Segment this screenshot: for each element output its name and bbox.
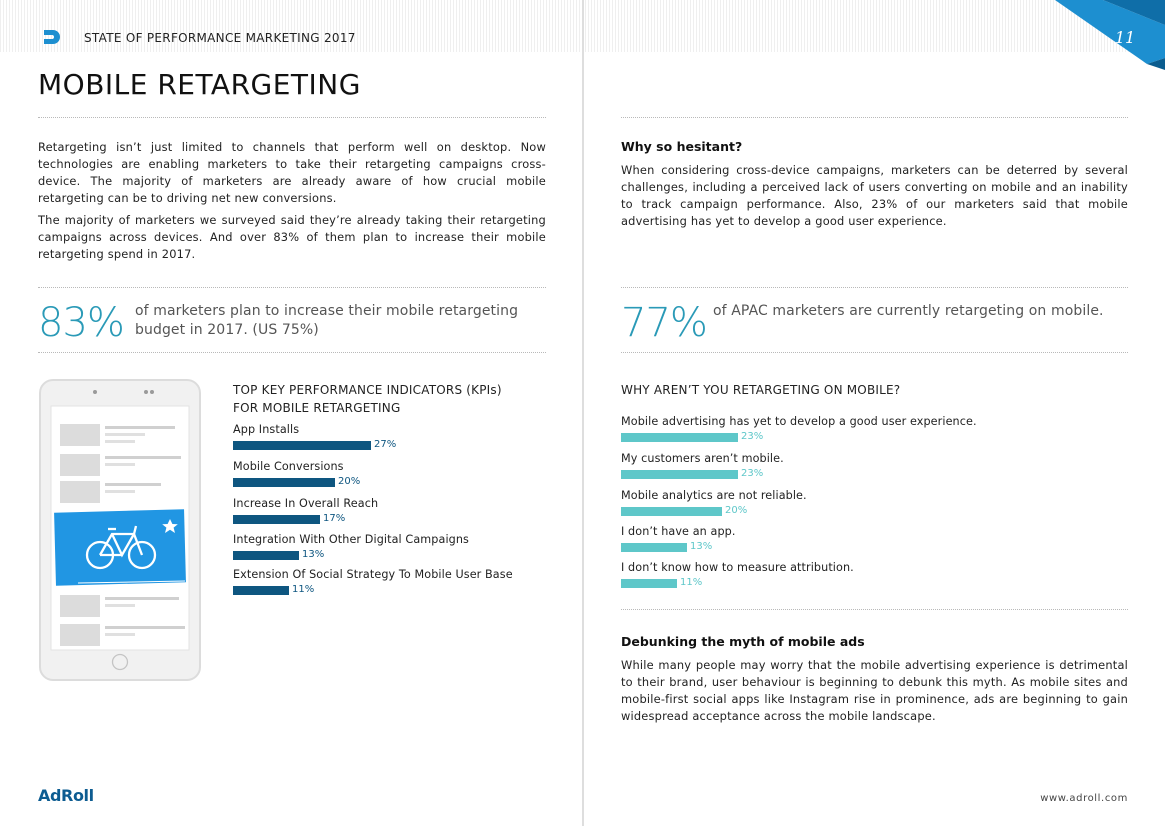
bar [621,507,722,516]
bar [621,433,738,442]
bar-category-label: I don’t know how to measure attribution. [621,561,854,574]
phone-illustration [38,376,202,682]
bar-category-label: I don’t have an app. [621,525,736,538]
divider [621,117,1128,118]
myth-paragraph: While many people may worry that the mobile advertising experience is detrimental to their brand, user behaviour is beginning to debunk this myth. As mobile sites and mobile-first social apps like Instagram rise in prominence, ads are beginning to gain widespread acceptance across the mobile landscape. [621,658,1128,723]
bar-value-label: 23% [741,468,764,479]
bar-category-label: My customers aren’t mobile. [621,452,784,465]
bar [621,579,677,588]
stat-83-text: of marketers plan to increase their mobile retargeting budget in 2017. (US 75%) [135,303,519,338]
bar [621,543,687,552]
bar-category-label: App Installs [233,423,300,436]
page-spine [582,0,584,826]
bar [621,470,738,479]
bar-value-label: 11% [680,577,703,588]
adroll-logo-roll: Roll [61,786,94,805]
header-title: STATE OF PERFORMANCE MARKETING 2017 [84,31,356,45]
divider [38,117,546,118]
kpi-chart-title-line-1: TOP KEY PERFORMANCE INDICATORS (KPIs) [233,383,502,397]
page-number: 11 [1114,28,1136,47]
page-title: MOBILE RETARGETING [38,68,361,101]
hesitant-heading: Why so hesitant? [621,139,743,154]
bar [233,551,299,560]
divider [621,287,1128,288]
why-chart-title: WHY AREN’T YOU RETARGETING ON MOBILE? [621,383,901,397]
bar [233,586,289,595]
bar-value-label: 13% [690,541,713,552]
bar-value-label: 27% [374,439,397,450]
stat-77-text: of APAC marketers are currently retargeting on mobile. [713,303,1104,319]
bar-category-label: Increase In Overall Reach [233,497,379,510]
stat-83-number: 83% [38,300,124,346]
divider [38,287,546,288]
bar-value-label: 20% [338,476,361,487]
footer-url: www.adroll.com [1040,793,1128,804]
bar [233,441,371,450]
divider [621,609,1128,610]
divider [38,352,546,353]
stat-77-number: 77% [621,300,707,346]
intro-paragraph-2: The majority of marketers we surveyed said they’re already taking their retargeting campaigns across devices. And over 83% of them plan to increase their mobile retargeting spend in 2017. [38,213,546,261]
bar-category-label: Mobile Conversions [233,460,344,473]
adroll-logo-ad: Ad [38,786,62,805]
bar-category-label: Mobile advertising has yet to develop a good user experience. [621,415,977,428]
hesitant-paragraph: When considering cross-device campaigns, marketers can be deterred by several challenges, including a perceived lack of users converting on mobile and an inability to track campaign performance. Also, 23% of our marketers said that mobile advertising has yet to develop a good user experience. [621,163,1128,228]
bar-value-label: 20% [725,505,748,516]
bar [233,515,320,524]
bar-value-label: 23% [741,431,764,442]
kpi-chart-title-line-2: FOR MOBILE RETARGETING [233,401,401,415]
myth-heading: Debunking the myth of mobile ads [621,634,865,649]
divider [621,352,1128,353]
bar-value-label: 13% [302,549,325,560]
bar-value-label: 11% [292,584,315,595]
bar-value-label: 17% [323,513,346,524]
bar-category-label: Integration With Other Digital Campaigns [233,533,469,546]
bar-category-label: Mobile analytics are not reliable. [621,489,807,502]
adroll-logo [38,786,94,805]
adroll-mark-icon [40,27,64,47]
intro-paragraph-1: Retargeting isn’t just limited to channels that perform well on desktop. Now technologies are enabling marketers to take their retargeting campaigns cross-device. The majority of marketers are already aware of how crucial mobile retargeting can be to driving net new conversions. [38,140,546,205]
bar [233,478,335,487]
bar-category-label: Extension Of Social Strategy To Mobile User Base [233,568,513,581]
